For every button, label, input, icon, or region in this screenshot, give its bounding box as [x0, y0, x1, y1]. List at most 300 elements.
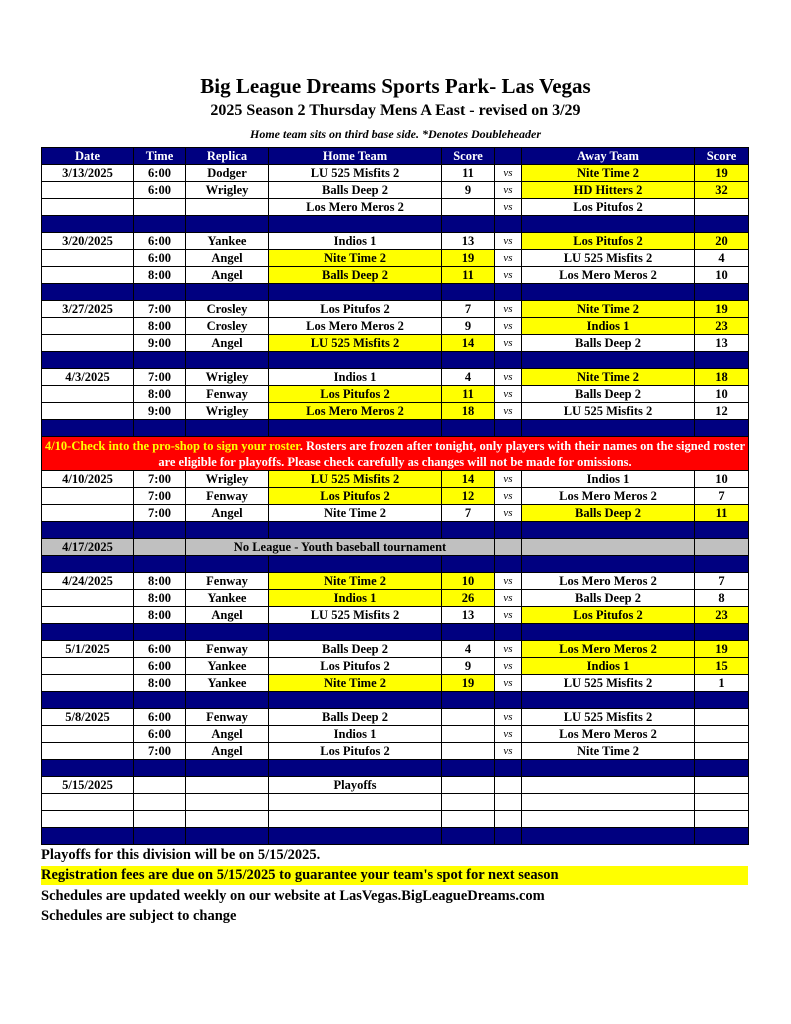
spacer-cell: [442, 352, 495, 369]
home-score-cell: [442, 794, 495, 811]
time-cell: [134, 811, 186, 828]
vs-cell: [495, 539, 522, 556]
home-score-cell: [442, 726, 495, 743]
home-team-cell: Indios 1: [269, 726, 442, 743]
game-row: [42, 335, 749, 352]
away-score-cell: 7: [695, 573, 749, 590]
date-cell: [42, 811, 134, 828]
spacer-cell: [495, 352, 522, 369]
away-score-cell: 13: [695, 335, 749, 352]
spacer-cell: [522, 420, 695, 437]
date-cell: [42, 505, 134, 522]
date-cell: [42, 590, 134, 607]
away-score-cell: 15: [695, 658, 749, 675]
date-cell: [42, 335, 134, 352]
spacer-cell: [269, 556, 442, 573]
replica-field-cell: Fenway: [186, 641, 269, 658]
spacer-cell: [442, 522, 495, 539]
replica-field-cell: Angel: [186, 743, 269, 760]
spacer-cell: [134, 760, 186, 777]
date-cell: [42, 488, 134, 505]
away-team-cell: [522, 794, 695, 811]
game-row: [42, 301, 749, 318]
home-team-cell: Los Pitufos 2: [269, 301, 442, 318]
spacer-cell: [186, 216, 269, 233]
date-cell: [42, 607, 134, 624]
away-team-cell: Nite Time 2: [522, 165, 695, 182]
spacer-cell: [269, 216, 442, 233]
replica-field-cell: Yankee: [186, 233, 269, 250]
home-score-cell: [442, 199, 495, 216]
replica-field-cell: [186, 794, 269, 811]
header-time: Time: [134, 148, 186, 165]
spacer-cell: [442, 420, 495, 437]
spacer-cell: [186, 284, 269, 301]
header-away-score: Score: [695, 148, 749, 165]
away-score-cell: 32: [695, 182, 749, 199]
spacer-cell: [42, 352, 134, 369]
home-team-cell: Los Mero Meros 2: [269, 199, 442, 216]
home-score-cell: 7: [442, 505, 495, 522]
time-cell: 6:00: [134, 233, 186, 250]
spacer-cell: [269, 624, 442, 641]
game-row: [42, 675, 749, 692]
spacer-cell: [134, 624, 186, 641]
header-vs: [495, 148, 522, 165]
time-cell: 8:00: [134, 607, 186, 624]
spacer-cell: [522, 760, 695, 777]
spacer-cell: [269, 692, 442, 709]
home-team-cell: [269, 794, 442, 811]
away-score-cell: [695, 709, 749, 726]
game-row: [42, 607, 749, 624]
spacer-cell: [495, 216, 522, 233]
spacer-cell: [42, 420, 134, 437]
schedule-table: [41, 147, 749, 845]
spacer-cell: [42, 760, 134, 777]
away-team-cell: Nite Time 2: [522, 743, 695, 760]
spacer-cell: [495, 828, 522, 845]
home-score-cell: 10: [442, 573, 495, 590]
game-row: [42, 471, 749, 488]
page-title: Big League Dreams Sports Park- Las Vegas: [200, 74, 591, 98]
home-team-cell: Indios 1: [269, 369, 442, 386]
spacer-cell: [522, 828, 695, 845]
vs-cell: [495, 794, 522, 811]
away-score-cell: [695, 811, 749, 828]
time-cell: 8:00: [134, 590, 186, 607]
date-cell: [42, 267, 134, 284]
away-team-cell: Indios 1: [522, 471, 695, 488]
spacer-cell: [442, 828, 495, 845]
vs-cell: vs: [495, 607, 522, 624]
away-score-cell: 11: [695, 505, 749, 522]
home-score-cell: 11: [442, 386, 495, 403]
spacer-cell: [695, 284, 749, 301]
date-cell: [42, 250, 134, 267]
away-score-cell: 20: [695, 233, 749, 250]
replica-field-cell: Yankee: [186, 658, 269, 675]
spacer-cell: [695, 760, 749, 777]
replica-field-cell: Fenway: [186, 709, 269, 726]
home-team-cell: Balls Deep 2: [269, 641, 442, 658]
spacer-cell: [186, 828, 269, 845]
spacer-cell: [442, 216, 495, 233]
spacer-cell: [522, 352, 695, 369]
spacer-cell: [522, 556, 695, 573]
away-team-cell: Balls Deep 2: [522, 335, 695, 352]
time-cell: 8:00: [134, 573, 186, 590]
spacer-cell: [695, 522, 749, 539]
away-team-cell: Los Mero Meros 2: [522, 267, 695, 284]
spacer-cell: [186, 760, 269, 777]
spacer-row: [42, 760, 749, 777]
spacer-cell: [269, 828, 442, 845]
spacer-cell: [695, 216, 749, 233]
replica-field-cell: Yankee: [186, 590, 269, 607]
vs-cell: vs: [495, 726, 522, 743]
game-row: [42, 403, 749, 420]
home-team-cell: Nite Time 2: [269, 573, 442, 590]
away-team-cell: LU 525 Misfits 2: [522, 675, 695, 692]
spacer-row: [42, 692, 749, 709]
home-team-cell: Los Pitufos 2: [269, 386, 442, 403]
spacer-cell: [695, 692, 749, 709]
footer-website: Schedules are updated weekly on our website at LasVegas.BigLeagueDreams.com: [41, 888, 545, 904]
game-row: [42, 794, 749, 811]
vs-cell: vs: [495, 250, 522, 267]
game-row: [42, 182, 749, 199]
spacer-cell: [134, 420, 186, 437]
date-cell: [42, 199, 134, 216]
spacer-cell: [42, 692, 134, 709]
away-team-cell: Los Mero Meros 2: [522, 726, 695, 743]
time-cell: 7:00: [134, 369, 186, 386]
spacer-cell: [495, 556, 522, 573]
away-team-cell: Indios 1: [522, 318, 695, 335]
game-row: [42, 658, 749, 675]
spacer-cell: [495, 760, 522, 777]
spacer-cell: [495, 284, 522, 301]
away-team-cell: Los Mero Meros 2: [522, 641, 695, 658]
away-team-cell: [522, 811, 695, 828]
game-row: [42, 386, 749, 403]
date-cell: 5/8/2025: [42, 709, 134, 726]
home-score-cell: 12: [442, 488, 495, 505]
spacer-cell: [522, 522, 695, 539]
replica-field-cell: Crosley: [186, 318, 269, 335]
home-score-cell: [442, 811, 495, 828]
game-row: [42, 250, 749, 267]
spacer-cell: [269, 420, 442, 437]
page-subtitle: 2025 Season 2 Thursday Mens A East - revised on 3/29: [210, 102, 581, 119]
home-team-cell: LU 525 Misfits 2: [269, 607, 442, 624]
date-cell: [42, 726, 134, 743]
game-row: [42, 573, 749, 590]
vs-cell: vs: [495, 641, 522, 658]
home-score-cell: 19: [442, 675, 495, 692]
header-date: Date: [42, 148, 134, 165]
game-row: [42, 488, 749, 505]
away-score-cell: 10: [695, 386, 749, 403]
time-cell: 7:00: [134, 471, 186, 488]
home-team-cell: LU 525 Misfits 2: [269, 471, 442, 488]
vs-cell: vs: [495, 369, 522, 386]
date-cell: [42, 403, 134, 420]
spacer-cell: [522, 692, 695, 709]
time-cell: [134, 539, 186, 556]
away-score-cell: 4: [695, 250, 749, 267]
time-cell: 7:00: [134, 743, 186, 760]
replica-field-cell: Angel: [186, 335, 269, 352]
home-score-cell: 13: [442, 607, 495, 624]
date-cell: 5/15/2025: [42, 777, 134, 794]
time-cell: 6:00: [134, 726, 186, 743]
vs-cell: vs: [495, 267, 522, 284]
replica-field-cell: Dodger: [186, 165, 269, 182]
home-team-cell: Los Pitufos 2: [269, 488, 442, 505]
away-score-cell: 10: [695, 471, 749, 488]
home-score-cell: 18: [442, 403, 495, 420]
replica-field-cell: Fenway: [186, 386, 269, 403]
game-row: [42, 743, 749, 760]
spacer-row: [42, 420, 749, 437]
time-cell: [134, 777, 186, 794]
home-team-cell: Playoffs: [269, 777, 442, 794]
spacer-cell: [42, 284, 134, 301]
date-cell: [42, 675, 134, 692]
home-team-cell: Los Mero Meros 2: [269, 318, 442, 335]
time-cell: 6:00: [134, 182, 186, 199]
replica-field-cell: Fenway: [186, 573, 269, 590]
away-team-cell: Los Pitufos 2: [522, 233, 695, 250]
home-team-cell: Los Pitufos 2: [269, 658, 442, 675]
date-cell: 4/17/2025: [42, 539, 134, 556]
home-team-cell: Indios 1: [269, 590, 442, 607]
away-score-cell: 10: [695, 267, 749, 284]
time-cell: 6:00: [134, 165, 186, 182]
replica-field-cell: Crosley: [186, 301, 269, 318]
spacer-cell: [495, 624, 522, 641]
spacer-cell: [269, 760, 442, 777]
vs-cell: [495, 811, 522, 828]
game-row: [42, 233, 749, 250]
away-team-cell: HD Hitters 2: [522, 182, 695, 199]
replica-field-cell: Wrigley: [186, 403, 269, 420]
time-cell: 6:00: [134, 250, 186, 267]
home-score-cell: 9: [442, 318, 495, 335]
spacer-cell: [134, 692, 186, 709]
replica-field-cell: Yankee: [186, 675, 269, 692]
spacer-cell: [695, 556, 749, 573]
header-replica: Replica: [186, 148, 269, 165]
vs-cell: vs: [495, 590, 522, 607]
replica-field-cell: Fenway: [186, 488, 269, 505]
away-team-cell: [522, 777, 695, 794]
roster-notice: [42, 437, 749, 471]
vs-cell: vs: [495, 403, 522, 420]
spacer-cell: [695, 828, 749, 845]
spacer-cell: [134, 284, 186, 301]
away-score-cell: 23: [695, 607, 749, 624]
no-league-text: No League - Youth baseball tournament: [186, 539, 495, 556]
spacer-cell: [42, 522, 134, 539]
footer-registration: Registration fees are due on 5/15/2025 to guarantee your team's spot for next season: [41, 866, 748, 885]
vs-cell: [495, 777, 522, 794]
spacer-cell: [442, 556, 495, 573]
replica-field-cell: Wrigley: [186, 369, 269, 386]
time-cell: 8:00: [134, 675, 186, 692]
spacer-cell: [134, 522, 186, 539]
home-team-cell: Nite Time 2: [269, 250, 442, 267]
away-score-cell: 19: [695, 641, 749, 658]
date-cell: [42, 182, 134, 199]
spacer-row: [42, 556, 749, 573]
time-cell: 6:00: [134, 658, 186, 675]
away-team-cell: LU 525 Misfits 2: [522, 709, 695, 726]
vs-cell: vs: [495, 301, 522, 318]
home-score-cell: 19: [442, 250, 495, 267]
home-score-cell: 14: [442, 335, 495, 352]
replica-field-cell: Angel: [186, 250, 269, 267]
date-cell: 4/24/2025: [42, 573, 134, 590]
away-score-cell: 7: [695, 488, 749, 505]
replica-field-cell: Angel: [186, 607, 269, 624]
vs-cell: vs: [495, 165, 522, 182]
game-row: [42, 590, 749, 607]
replica-field-cell: Angel: [186, 267, 269, 284]
schedule-note: Home team sits on third base side. *Denotes Doubleheader: [250, 127, 541, 141]
spacer-cell: [134, 216, 186, 233]
home-score-cell: [442, 709, 495, 726]
spacer-cell: [495, 692, 522, 709]
spacer-cell: [495, 522, 522, 539]
date-cell: 5/1/2025: [42, 641, 134, 658]
roster-notice-row: [42, 437, 749, 471]
date-cell: 3/13/2025: [42, 165, 134, 182]
away-team-cell: Balls Deep 2: [522, 386, 695, 403]
home-score-cell: 11: [442, 165, 495, 182]
home-score-cell: 26: [442, 590, 495, 607]
time-cell: 8:00: [134, 267, 186, 284]
home-team-cell: Los Pitufos 2: [269, 743, 442, 760]
time-cell: 7:00: [134, 505, 186, 522]
spacer-row: [42, 828, 749, 845]
replica-field-cell: Wrigley: [186, 182, 269, 199]
away-score-cell: 12: [695, 403, 749, 420]
game-row: [42, 318, 749, 335]
date-cell: 4/10/2025: [42, 471, 134, 488]
home-score-cell: 9: [442, 658, 495, 675]
away-score-cell: 18: [695, 369, 749, 386]
spacer-cell: [186, 692, 269, 709]
date-cell: [42, 318, 134, 335]
game-row: [42, 505, 749, 522]
no-league-row: [42, 539, 749, 556]
away-team-cell: Los Mero Meros 2: [522, 573, 695, 590]
spacer-cell: [42, 556, 134, 573]
game-row: [42, 709, 749, 726]
date-cell: [42, 743, 134, 760]
away-team-cell: Los Pitufos 2: [522, 607, 695, 624]
footer-playoffs: Playoffs for this division will be on 5/15/2025.: [41, 847, 321, 863]
game-row: [42, 777, 749, 794]
vs-cell: vs: [495, 505, 522, 522]
spacer-cell: [186, 624, 269, 641]
away-team-cell: Balls Deep 2: [522, 505, 695, 522]
vs-cell: vs: [495, 386, 522, 403]
home-team-cell: Balls Deep 2: [269, 267, 442, 284]
away-team-cell: LU 525 Misfits 2: [522, 250, 695, 267]
spacer-cell: [134, 556, 186, 573]
game-row: [42, 811, 749, 828]
replica-field-cell: Angel: [186, 505, 269, 522]
time-cell: 8:00: [134, 318, 186, 335]
away-score-cell: 8: [695, 590, 749, 607]
replica-field-cell: [186, 811, 269, 828]
spacer-cell: [522, 216, 695, 233]
spacer-cell: [442, 692, 495, 709]
away-score-cell: 23: [695, 318, 749, 335]
time-cell: 6:00: [134, 641, 186, 658]
replica-field-cell: Angel: [186, 726, 269, 743]
header-home-team: Home Team: [269, 148, 442, 165]
spacer-cell: [442, 760, 495, 777]
away-team-cell: LU 525 Misfits 2: [522, 403, 695, 420]
spacer-cell: [695, 420, 749, 437]
vs-cell: vs: [495, 675, 522, 692]
home-team-cell: LU 525 Misfits 2: [269, 335, 442, 352]
spacer-cell: [695, 352, 749, 369]
vs-cell: vs: [495, 233, 522, 250]
spacer-cell: [522, 624, 695, 641]
replica-field-cell: [186, 777, 269, 794]
away-score-cell: [695, 539, 749, 556]
game-row: [42, 199, 749, 216]
spacer-row: [42, 352, 749, 369]
footer-disclaimer: Schedules are subject to change: [41, 908, 237, 924]
date-cell: 3/27/2025: [42, 301, 134, 318]
home-score-cell: 4: [442, 641, 495, 658]
table-header: [42, 148, 749, 165]
replica-field-cell: [186, 199, 269, 216]
home-team-cell: Nite Time 2: [269, 675, 442, 692]
home-score-cell: 9: [442, 182, 495, 199]
away-score-cell: [695, 777, 749, 794]
spacer-row: [42, 216, 749, 233]
spacer-cell: [495, 420, 522, 437]
spacer-cell: [269, 284, 442, 301]
time-cell: 7:00: [134, 301, 186, 318]
spacer-cell: [186, 420, 269, 437]
date-cell: 3/20/2025: [42, 233, 134, 250]
vs-cell: vs: [495, 488, 522, 505]
date-cell: [42, 658, 134, 675]
away-score-cell: [695, 199, 749, 216]
spacer-row: [42, 284, 749, 301]
home-team-cell: Balls Deep 2: [269, 709, 442, 726]
notice-date: 4/10-: [44, 438, 72, 453]
away-score-cell: 19: [695, 165, 749, 182]
home-team-cell: [269, 811, 442, 828]
date-cell: [42, 794, 134, 811]
away-score-cell: 19: [695, 301, 749, 318]
time-cell: 9:00: [134, 335, 186, 352]
header-home-score: Score: [442, 148, 495, 165]
time-cell: 8:00: [134, 386, 186, 403]
away-score-cell: [695, 743, 749, 760]
away-score-cell: 1: [695, 675, 749, 692]
